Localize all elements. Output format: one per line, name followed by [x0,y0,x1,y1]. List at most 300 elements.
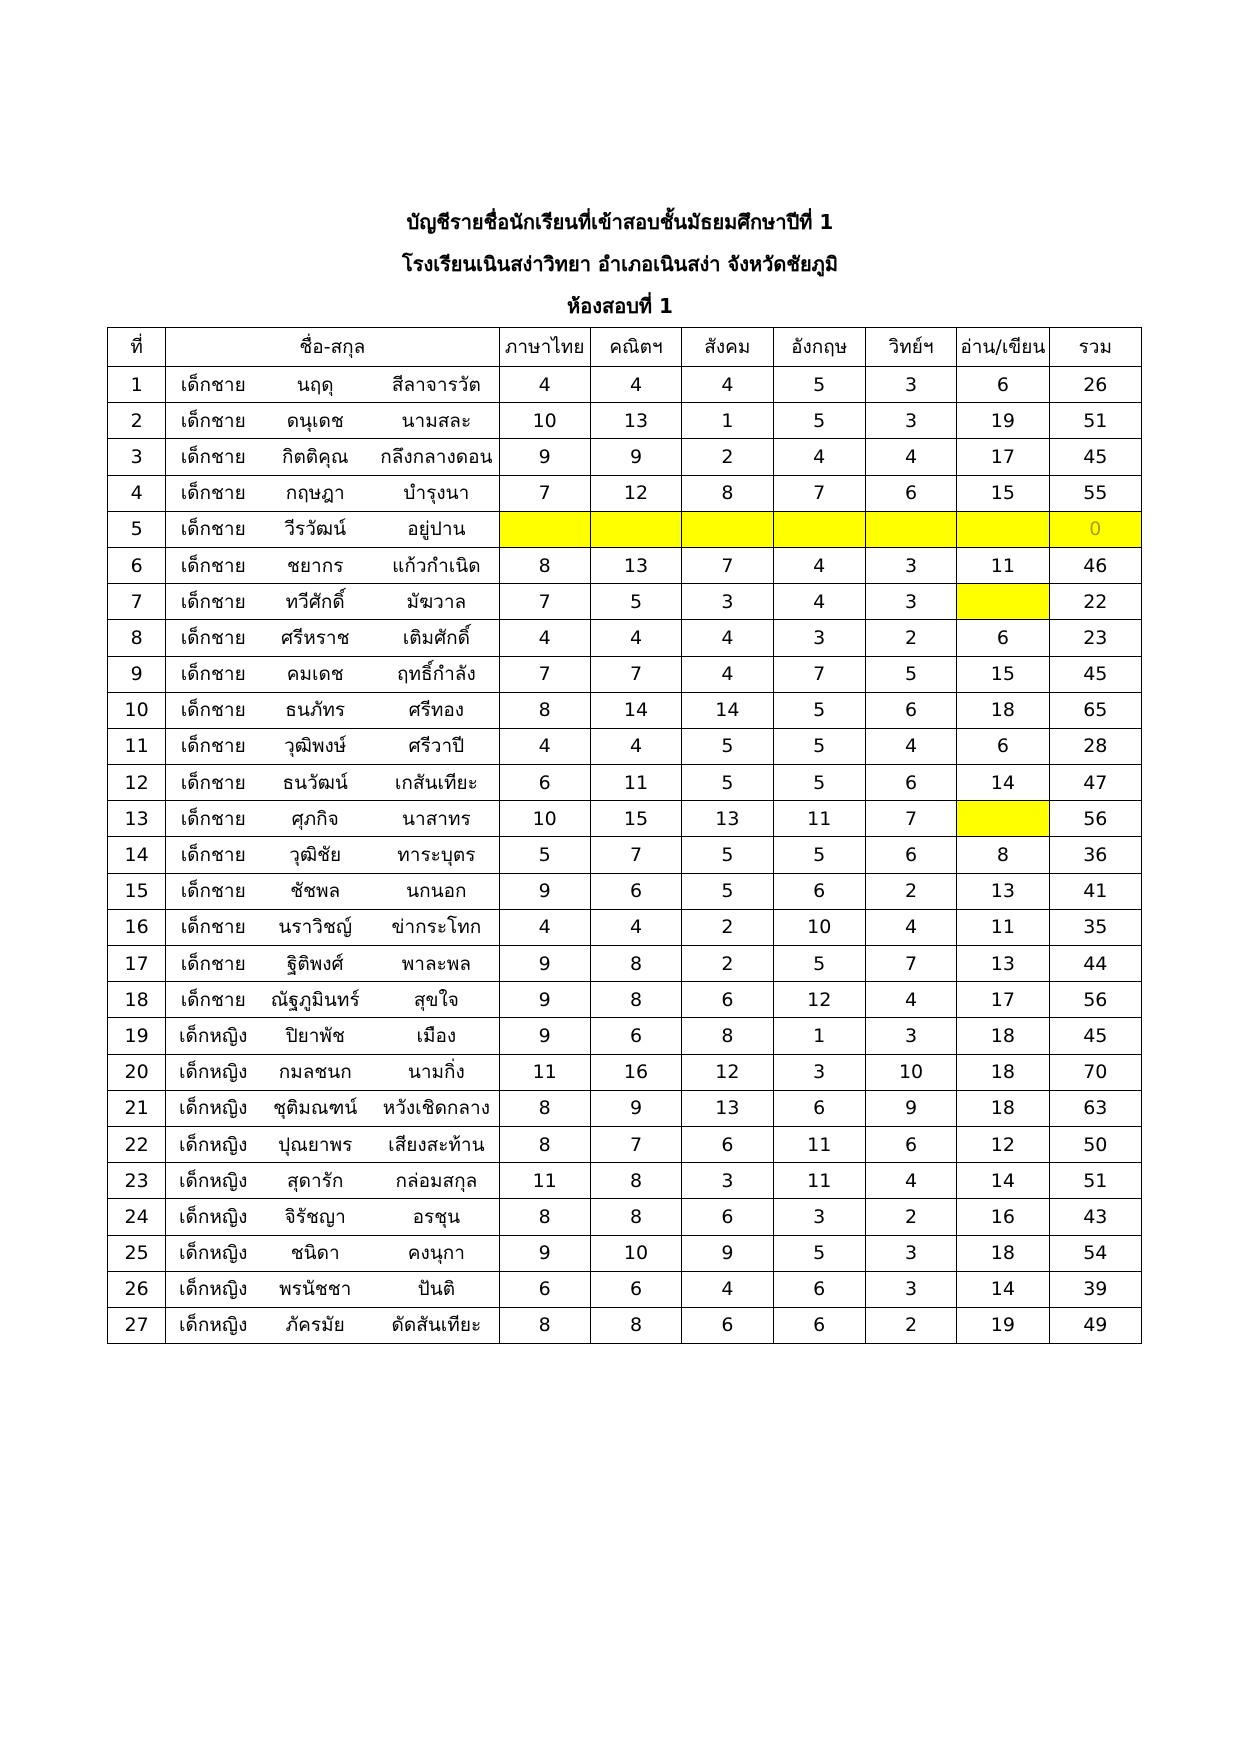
score-total: 28 [1049,728,1141,764]
student-name [166,1307,499,1343]
first-name: ณัฐภูมินทร์ [270,988,360,1011]
first-name: นราวิชญ์ [278,916,353,939]
row-number: 26 [108,1271,166,1307]
table-row [108,439,1142,475]
table-row [108,620,1142,656]
student-name [166,1054,499,1090]
score-science: 6 [865,692,956,728]
score-reading-writing: 6 [957,620,1049,656]
score-social: 3 [682,1163,773,1199]
score-thai: 9 [499,1018,590,1054]
score-reading-writing: 18 [957,1090,1049,1126]
row-number: 15 [108,873,166,909]
score-english: 6 [773,1090,865,1126]
score-science: 4 [865,1163,956,1199]
score-thai: 11 [499,1054,590,1090]
score-social: 4 [682,656,773,692]
score-thai: 9 [499,439,590,475]
score-english: 1 [773,1018,865,1054]
name-prefix: เด็กหญิง [179,1278,248,1301]
score-math [590,511,681,547]
score-science: 4 [865,909,956,945]
student-name [166,584,499,620]
score-reading-writing: 17 [957,439,1049,475]
name-prefix: เด็กชาย [180,518,246,541]
row-number: 5 [108,511,166,547]
score-reading-writing: 15 [957,656,1049,692]
last-name: หวังเชิดกลาง [382,1097,490,1120]
score-total: 22 [1049,584,1141,620]
score-math: 4 [590,909,681,945]
score-reading-writing: 14 [957,1163,1049,1199]
row-number: 4 [108,475,166,511]
student-name [166,909,499,945]
score-math: 8 [590,1199,681,1235]
name-prefix: เด็กชาย [180,844,246,867]
score-social: 6 [682,1307,773,1343]
score-thai [499,511,590,547]
last-name: นกนอก [406,880,467,903]
score-total: 0 [1049,511,1141,547]
table-row [108,1199,1142,1235]
first-name: พรนัชชา [279,1278,352,1301]
score-total: 65 [1049,692,1141,728]
student-name [166,439,499,475]
score-thai: 4 [499,620,590,656]
first-name: ฐิติพงศ์ [286,952,344,975]
score-reading-writing: 17 [957,982,1049,1018]
score-thai: 8 [499,692,590,728]
first-name: วุฒิชัย [289,844,342,867]
score-social: 5 [682,873,773,909]
student-name [166,873,499,909]
row-number: 24 [108,1199,166,1235]
table-row [108,403,1142,439]
score-reading-writing: 14 [957,765,1049,801]
table-row [108,1090,1142,1126]
score-reading-writing: 14 [957,1271,1049,1307]
score-social: 6 [682,1126,773,1162]
score-english: 11 [773,1163,865,1199]
score-science: 3 [865,367,956,403]
score-math: 12 [590,475,681,511]
score-social: 5 [682,837,773,873]
score-english: 5 [773,837,865,873]
student-name [166,511,499,547]
score-math: 9 [590,439,681,475]
last-name: บำรุงนา [403,482,470,505]
first-name: ชุติมณฑน์ [273,1097,358,1120]
name-prefix: เด็กชาย [180,482,246,505]
table-row [108,837,1142,873]
score-total: 45 [1049,1018,1141,1054]
score-thai: 4 [499,728,590,764]
score-math: 13 [590,547,681,583]
score-social: 4 [682,367,773,403]
first-name: ปิยาพัช [285,1024,345,1047]
row-number: 22 [108,1126,166,1162]
school-name: โรงเรียนเนินสง่าวิทยา อำเภอเนินสง่า จังหวัดชัยภูมิ [401,252,839,276]
score-science: 4 [865,728,956,764]
score-social [682,511,773,547]
row-number: 19 [108,1018,166,1054]
last-name: เสียงสะท้าน [388,1133,485,1156]
table-row [108,584,1142,620]
first-name: ภัครมัย [285,1314,345,1337]
score-reading-writing: 6 [957,367,1049,403]
score-math: 16 [590,1054,681,1090]
score-total: 45 [1049,656,1141,692]
table-row [108,1235,1142,1271]
score-english: 5 [773,946,865,982]
table-row [108,909,1142,945]
score-english: 5 [773,728,865,764]
score-total: 63 [1049,1090,1141,1126]
student-score-table [107,327,1142,1344]
score-math: 7 [590,837,681,873]
score-science: 6 [865,837,956,873]
row-number: 11 [108,728,166,764]
score-thai: 11 [499,1163,590,1199]
table-body [108,367,1142,1344]
student-name [166,1090,499,1126]
score-science: 2 [865,873,956,909]
row-number: 20 [108,1054,166,1090]
score-english: 6 [773,873,865,909]
score-reading-writing: 18 [957,1054,1049,1090]
last-name: นามสละ [401,409,472,432]
score-thai: 7 [499,475,590,511]
score-thai: 8 [499,1307,590,1343]
student-name [166,1163,499,1199]
first-name: กมลชนก [278,1061,352,1084]
score-social: 2 [682,909,773,945]
score-science: 6 [865,1126,956,1162]
score-english: 4 [773,439,865,475]
score-science: 2 [865,1199,956,1235]
first-name: ชยากร [287,554,344,577]
table-row [108,1126,1142,1162]
score-total: 47 [1049,765,1141,801]
first-name: วุฒิพงษ์ [284,735,347,758]
score-english: 5 [773,403,865,439]
name-prefix: เด็กหญิง [179,1242,248,1265]
name-prefix: เด็กชาย [180,880,246,903]
score-total: 45 [1049,439,1141,475]
score-total: 49 [1049,1307,1141,1343]
student-name [166,547,499,583]
score-total: 56 [1049,801,1141,837]
score-total: 46 [1049,547,1141,583]
first-name: ปุณยาพร [278,1133,353,1156]
score-total: 56 [1049,982,1141,1018]
score-social: 14 [682,692,773,728]
last-name: นามกิ่ง [407,1061,465,1084]
score-total: 54 [1049,1235,1141,1271]
name-prefix: เด็กหญิง [179,1061,248,1084]
score-math: 8 [590,1163,681,1199]
score-thai: 8 [499,1126,590,1162]
name-prefix: เด็กชาย [180,626,246,649]
student-name [166,837,499,873]
score-math: 6 [590,1018,681,1054]
score-english: 5 [773,692,865,728]
last-name: ศรีวาปี [408,735,465,758]
first-name: ศุภกิจ [291,807,339,830]
student-name [166,1199,499,1235]
student-name [166,946,499,982]
score-total: 43 [1049,1199,1141,1235]
score-social: 4 [682,1271,773,1307]
student-name [166,1126,499,1162]
table-row [108,692,1142,728]
score-science: 10 [865,1054,956,1090]
student-name [166,656,499,692]
score-total: 70 [1049,1054,1141,1090]
student-name [166,1018,499,1054]
name-prefix: เด็กหญิง [179,1133,248,1156]
name-prefix: เด็กชาย [180,554,246,577]
score-social: 5 [682,728,773,764]
name-prefix: เด็กชาย [180,988,246,1011]
score-social: 9 [682,1235,773,1271]
first-name: คมเดช [286,663,344,686]
table-row [108,475,1142,511]
score-thai: 5 [499,837,590,873]
first-name: กฤษฎา [285,482,345,505]
first-name: ทวีศักดิ์ [285,590,345,613]
score-science: 7 [865,801,956,837]
score-total: 55 [1049,475,1141,511]
col-header-math: คณิตฯ [590,328,681,367]
student-name [166,367,499,403]
score-english: 3 [773,1199,865,1235]
score-social: 6 [682,982,773,1018]
score-total: 36 [1049,837,1141,873]
last-name: ปันติ [417,1278,456,1301]
score-reading-writing: 18 [957,692,1049,728]
score-social: 5 [682,765,773,801]
name-prefix: เด็กชาย [180,373,246,396]
score-math: 9 [590,1090,681,1126]
score-reading-writing: 8 [957,837,1049,873]
table-row [108,1307,1142,1343]
student-name [166,475,499,511]
score-thai: 9 [499,946,590,982]
score-english: 5 [773,367,865,403]
score-total: 26 [1049,367,1141,403]
score-math: 6 [590,1271,681,1307]
row-number: 2 [108,403,166,439]
table-row [108,547,1142,583]
score-science: 3 [865,584,956,620]
score-social: 8 [682,1018,773,1054]
table-row [108,1018,1142,1054]
table-row [108,1271,1142,1307]
name-prefix: เด็กชาย [180,952,246,975]
score-social: 2 [682,946,773,982]
score-math: 10 [590,1235,681,1271]
name-prefix: เด็กหญิง [179,1024,248,1047]
name-prefix: เด็กชาย [180,771,246,794]
first-name: นฤดุ [296,373,334,396]
last-name: เติมศักดิ์ [402,626,470,649]
student-name [166,728,499,764]
student-name [166,1235,499,1271]
table-row [108,728,1142,764]
row-number: 1 [108,367,166,403]
score-reading-writing: 15 [957,475,1049,511]
name-prefix: เด็กชาย [180,699,246,722]
col-header-name: ชื่อ-สกุล [166,328,499,367]
last-name: กลึงกลางดอน [380,445,493,468]
name-prefix: เด็กหญิง [179,1169,248,1192]
score-math: 7 [590,1126,681,1162]
name-prefix: เด็กชาย [180,445,246,468]
table-row [108,982,1142,1018]
last-name: เมือง [416,1024,457,1047]
table-row [108,511,1142,547]
score-total: 51 [1049,403,1141,439]
row-number: 12 [108,765,166,801]
score-social: 6 [682,1199,773,1235]
score-science: 2 [865,1307,956,1343]
name-prefix: เด็กชาย [180,916,246,939]
score-total: 39 [1049,1271,1141,1307]
first-name: ธนภัทร [285,699,346,722]
score-math: 8 [590,982,681,1018]
table-row [108,367,1142,403]
last-name: ทาระบุตร [397,844,476,867]
score-social: 12 [682,1054,773,1090]
score-reading-writing [957,801,1049,837]
name-prefix: เด็กหญิง [179,1314,248,1337]
score-science: 5 [865,656,956,692]
score-math: 6 [590,873,681,909]
row-number: 14 [108,837,166,873]
score-science: 3 [865,403,956,439]
score-social: 1 [682,403,773,439]
score-english: 7 [773,475,865,511]
score-math: 14 [590,692,681,728]
last-name: นาสาทร [402,807,471,830]
row-number: 27 [108,1307,166,1343]
score-thai: 10 [499,403,590,439]
document-title: บัญชีรายชื่อนักเรียนที่เข้าสอบชั้นมัธยมศึกษาปีที่ 1 [406,210,834,234]
col-header-social: สังคม [682,328,773,367]
row-number: 13 [108,801,166,837]
score-english: 12 [773,982,865,1018]
first-name: ศรีหราช [280,626,350,649]
score-thai: 6 [499,765,590,801]
score-reading-writing: 19 [957,403,1049,439]
table-row [108,946,1142,982]
score-science: 4 [865,439,956,475]
score-thai: 4 [499,367,590,403]
score-social: 8 [682,475,773,511]
score-total: 23 [1049,620,1141,656]
score-english: 11 [773,801,865,837]
last-name: พาละพล [401,952,471,975]
score-reading-writing [957,511,1049,547]
score-science: 3 [865,1018,956,1054]
score-math: 8 [590,1307,681,1343]
score-reading-writing [957,584,1049,620]
last-name: ศรีทอง [408,699,465,722]
score-reading-writing: 12 [957,1126,1049,1162]
last-name: อรชุน [412,1205,461,1228]
col-header-thai: ภาษาไทย [499,328,590,367]
last-name: แก้วกำเนิด [392,554,481,577]
score-social: 13 [682,801,773,837]
last-name: สีลาจารวัต [391,373,481,396]
last-name: อยู่ปาน [407,518,466,541]
score-english: 4 [773,584,865,620]
score-english [773,511,865,547]
score-english: 5 [773,1235,865,1271]
last-name: ดัดสันเทียะ [391,1314,482,1337]
score-english: 5 [773,765,865,801]
score-english: 4 [773,547,865,583]
score-thai: 8 [499,1090,590,1126]
name-prefix: เด็กหญิง [179,1097,248,1120]
last-name: ข่ากระโทก [391,916,482,939]
row-number: 8 [108,620,166,656]
score-science: 6 [865,765,956,801]
score-thai: 7 [499,656,590,692]
score-math: 8 [590,946,681,982]
student-name [166,1271,499,1307]
score-science: 6 [865,475,956,511]
score-thai: 8 [499,1199,590,1235]
row-number: 21 [108,1090,166,1126]
score-science [865,511,956,547]
row-number: 17 [108,946,166,982]
first-name: ชัชพล [290,880,341,903]
score-social: 7 [682,547,773,583]
score-total: 51 [1049,1163,1141,1199]
name-prefix: เด็กชาย [180,663,246,686]
first-name: จิรัชญา [284,1205,346,1228]
name-prefix: เด็กชาย [180,409,246,432]
score-science: 2 [865,620,956,656]
row-number: 6 [108,547,166,583]
score-thai: 9 [499,1235,590,1271]
score-thai: 6 [499,1271,590,1307]
student-name [166,403,499,439]
row-number: 3 [108,439,166,475]
first-name: ชนิดา [290,1242,340,1265]
first-name: ธนวัฒน์ [282,771,348,794]
score-reading-writing: 11 [957,909,1049,945]
score-science: 9 [865,1090,956,1126]
table-row [108,1163,1142,1199]
score-reading-writing: 13 [957,873,1049,909]
last-name: มัฆวาล [406,590,467,613]
table-row [108,656,1142,692]
score-reading-writing: 6 [957,728,1049,764]
row-number: 23 [108,1163,166,1199]
last-name: ฤทธิ์กำลัง [397,663,476,686]
score-science: 4 [865,982,956,1018]
name-prefix: เด็กหญิง [179,1205,248,1228]
score-english: 6 [773,1271,865,1307]
score-total: 50 [1049,1126,1141,1162]
score-social: 13 [682,1090,773,1126]
first-name: ดนุเดช [286,409,344,432]
score-total: 35 [1049,909,1141,945]
score-reading-writing: 11 [957,547,1049,583]
